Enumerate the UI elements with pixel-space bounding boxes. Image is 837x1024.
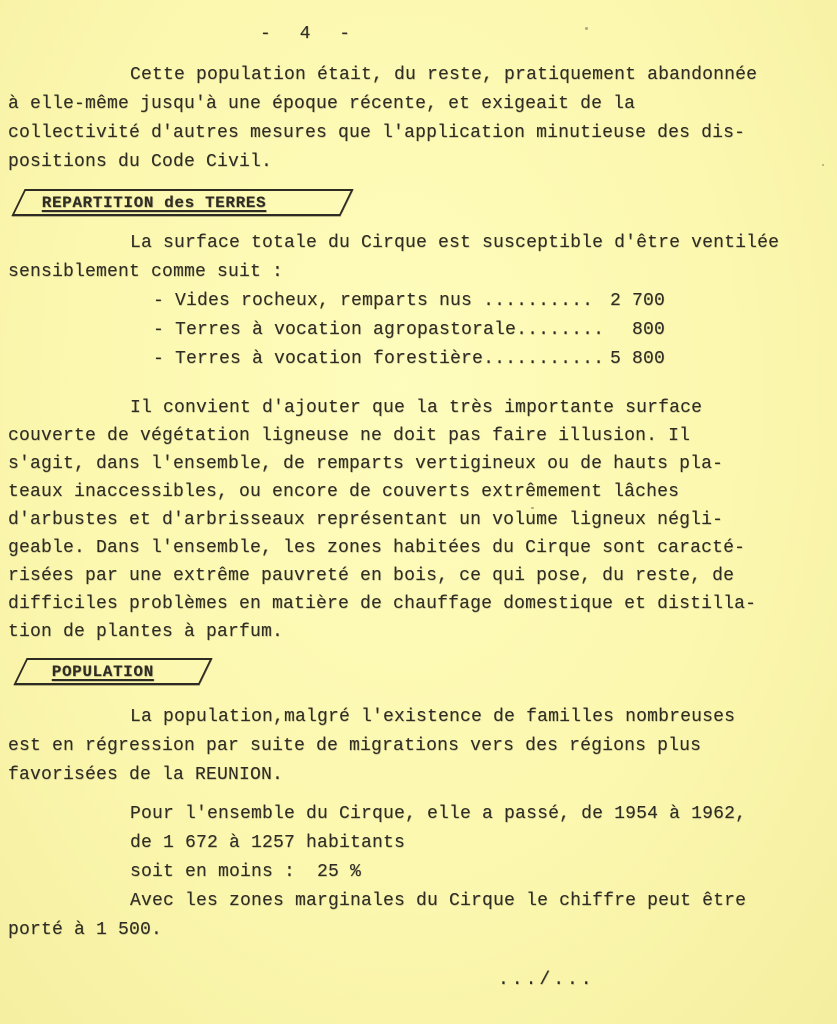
population-stats-line: Pour l'ensemble du Cirque, elle a passé, de 1954 à 1962, bbox=[130, 804, 747, 824]
dot-leader: ........ bbox=[516, 320, 605, 340]
land-body-line: couverte de végétation ligneuse ne doit pas faire illusion. Il bbox=[8, 426, 691, 446]
intro-paragraph bbox=[8, 61, 829, 177]
list-item bbox=[153, 345, 665, 374]
list-item-label: - Terres à vocation agropastorale........ bbox=[153, 320, 605, 340]
land-body-line: tion de plantes à parfum. bbox=[8, 622, 284, 642]
land-body-line: geable. Dans l'ensemble, les zones habitées du Cirque sont caracté- bbox=[8, 538, 746, 558]
intro-line: collectivité d'autres mesures que l'application minutieuse des dis- bbox=[8, 123, 746, 143]
intro-line: à elle-même jusqu'à une époque récente, et exigeait de la bbox=[8, 94, 636, 114]
land-intro-paragraph bbox=[8, 229, 829, 287]
intro-line: Cette population était, du reste, pratiquement abandonnée bbox=[130, 65, 758, 85]
population-intro-line: est en régression par suite de migrations vers des régions plus bbox=[8, 736, 702, 756]
list-item-value: 5 800 bbox=[609, 349, 665, 369]
population-intro-line: La population,malgré l'existence de familles nombreuses bbox=[130, 707, 736, 727]
population-stats-line: porté à 1 500. bbox=[8, 920, 163, 940]
land-body-line: risées par une extrême pauvreté en bois, ce qui pose, du reste, de bbox=[8, 566, 735, 586]
population-intro-paragraph bbox=[8, 703, 829, 790]
dot-leader: .......... bbox=[472, 291, 594, 311]
scan-artifact bbox=[822, 164, 824, 166]
section-heading-population: POPULATION bbox=[52, 662, 155, 681]
list-item bbox=[153, 287, 665, 316]
page-number: - 4 - bbox=[260, 24, 360, 44]
scan-artifact bbox=[531, 507, 534, 509]
land-body-line: teaux inaccessibles, ou encore de couverts extrêmement lâches bbox=[8, 482, 680, 502]
section-heading-repartition: REPARTITION des TERRES bbox=[42, 193, 267, 212]
dot-leader: ........... bbox=[483, 349, 605, 369]
land-body-line: d'arbustes et d'arbrisseaux représentant un volume ligneux négli- bbox=[8, 510, 724, 530]
list-item-value: 800 bbox=[631, 320, 665, 340]
land-body-paragraph bbox=[8, 394, 829, 646]
intro-line: positions du Code Civil. bbox=[8, 152, 273, 172]
land-intro-line: La surface totale du Cirque est susceptible d'être ventilée bbox=[130, 233, 780, 253]
land-body-line: difficiles problèmes en matière de chauffage domestique et distilla- bbox=[8, 594, 757, 614]
scan-artifact bbox=[585, 27, 588, 30]
list-item-value: 2 700 bbox=[609, 291, 665, 311]
list-item-label: - Vides rocheux, remparts nus .......... bbox=[153, 291, 594, 311]
land-body-line: s'agit, dans l'ensemble, de remparts vertigineux ou de hauts pla- bbox=[8, 454, 724, 474]
land-breakdown-list bbox=[153, 287, 665, 374]
population-stats-line: de 1 672 à 1257 habitants bbox=[130, 833, 406, 853]
population-stats-line: soit en moins : 25 % bbox=[130, 862, 362, 882]
list-item-label: - Terres à vocation forestière........... bbox=[153, 349, 605, 369]
land-intro-line: sensiblement comme suit : bbox=[8, 262, 284, 282]
population-stats-block bbox=[8, 800, 829, 945]
population-intro-line: favorisées de la REUNION. bbox=[8, 765, 284, 785]
continuation-mark: .../... bbox=[498, 970, 595, 990]
list-item bbox=[153, 316, 665, 345]
population-stats-line: Avec les zones marginales du Cirque le chiffre peut être bbox=[130, 891, 747, 911]
section-heading-box-repartition bbox=[11, 189, 353, 216]
land-body-line: Il convient d'ajouter que la très importante surface bbox=[130, 398, 703, 418]
section-heading-box-population bbox=[13, 658, 212, 685]
